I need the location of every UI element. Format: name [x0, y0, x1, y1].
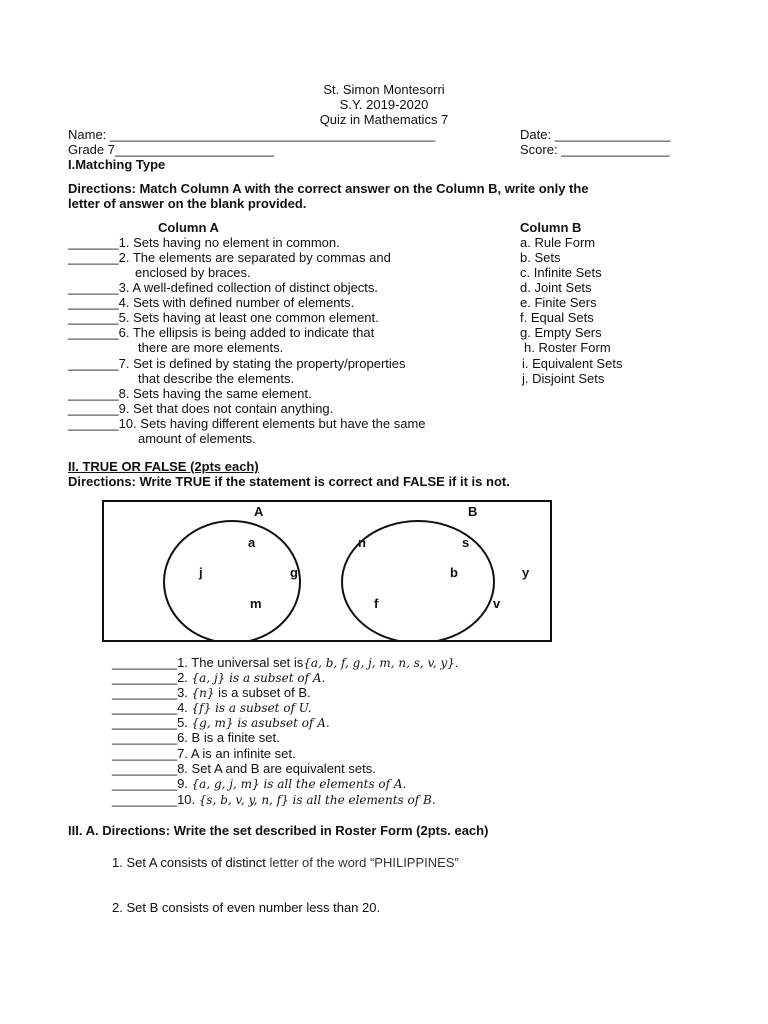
choice-j: j. Disjoint Sets — [522, 371, 605, 386]
venn-element-v: v — [493, 596, 501, 611]
choice-a: a. Rule Form — [520, 235, 596, 250]
quiz-title: Quiz in Mathematics 7 — [319, 112, 449, 127]
tf-math: {a, g, j, m} is all the elements of A. — [191, 777, 407, 791]
matching-item-3[interactable]: _______3. A well-defined collection of distinct objects. — [68, 280, 379, 295]
venn-label-b: B — [468, 504, 478, 519]
venn-element-n: n — [358, 535, 366, 550]
tf-item-2[interactable] — [112, 670, 325, 686]
choice-d: d. Joint Sets — [520, 280, 592, 295]
venn-circle-a — [164, 521, 300, 640]
matching-item-4[interactable]: _______4. Sets with defined number of elements. — [68, 295, 355, 310]
tf-item-6[interactable] — [112, 730, 280, 745]
choice-f: f. Equal Sets — [520, 310, 594, 325]
part2-title: II. TRUE OR FALSE (2pts each) — [68, 459, 259, 474]
matching-item-10[interactable]: _______10. Sets having different elements but have the same — [68, 416, 426, 431]
tf-blank[interactable]: _________ — [112, 715, 178, 730]
venn-element-s: s — [462, 535, 470, 550]
part3-question-2: 2. Set B consists of even number less than 20. — [112, 900, 381, 915]
choice-c: c. Infinite Sets — [520, 265, 602, 280]
column-b-header: Column B — [520, 220, 582, 235]
tf-blank[interactable]: _________ — [112, 655, 178, 670]
tf-number: 1. — [177, 655, 188, 670]
tf-math: {a, b, f, g, j, m, n, s, v, y} — [303, 656, 455, 670]
part1-directions-line1: Directions: Match Column A with the correct answer on the Column B, write only the — [68, 181, 589, 196]
choice-i: i. Equivalent Sets — [522, 356, 623, 371]
tf-item-10[interactable] — [112, 792, 436, 808]
matching-item-1[interactable]: _______1. Sets having no element in common. — [68, 235, 340, 250]
tf-item-8[interactable] — [112, 761, 376, 776]
tf-number: 7. — [177, 746, 188, 761]
tf-blank[interactable]: _________ — [112, 700, 178, 715]
part1-directions-line2: letter of answer on the blank provided. — [68, 196, 307, 211]
tf-blank[interactable]: _________ — [112, 761, 178, 776]
choice-g: g. Empty Sers — [520, 325, 602, 340]
tf-number: 5. — [177, 715, 188, 730]
tf-math: {a, j} is a subset of A. — [191, 671, 326, 685]
tf-item-3[interactable] — [112, 685, 311, 701]
tf-blank[interactable]: _________ — [112, 685, 178, 700]
matching-item-7[interactable]: _______7. Set is defined by stating the property/properties — [68, 356, 406, 371]
matching-item-2[interactable]: _______2. The elements are separated by commas and — [68, 250, 391, 265]
venn-element-j: j — [199, 565, 203, 580]
part3-q1-start: 1. Set A consists of distinct — [112, 855, 270, 870]
choice-e: e. Finite Sers — [520, 295, 597, 310]
school-name: St. Simon Montesorri — [323, 82, 445, 97]
matching-item-9[interactable]: _______9. Set that does not contain anything. — [68, 401, 334, 416]
part3-title: III. A. Directions: Write the set described in Roster Form (2pts. each) — [68, 823, 489, 838]
tf-blank[interactable]: _________ — [112, 746, 178, 761]
matching-item-10-cont: amount of elements. — [138, 431, 256, 446]
tf-math: {s, b, v, y, n, f} is all the elements of B. — [198, 793, 436, 807]
tf-item-9[interactable] — [112, 776, 406, 792]
venn-label-a: A — [254, 504, 264, 519]
venn-element-y: y — [522, 565, 530, 580]
tf-tail: . — [454, 655, 459, 670]
venn-element-m: m — [250, 596, 262, 611]
part3-question-1 — [112, 855, 459, 870]
tf-tail: is a subset of B. — [214, 685, 311, 700]
grade-field[interactable]: Grade 7______________________ — [68, 142, 275, 157]
venn-element-g: g — [290, 565, 298, 580]
matching-item-7-cont: that describe the elements. — [138, 371, 295, 386]
matching-item-2-cont: enclosed by braces. — [135, 265, 251, 280]
part1-title: I.Matching Type — [68, 157, 166, 172]
tf-item-7[interactable] — [112, 746, 296, 761]
choice-h: h. Roster Form — [524, 340, 611, 355]
venn-element-f: f — [374, 596, 379, 611]
tf-blank[interactable]: _________ — [112, 792, 178, 807]
matching-item-5[interactable]: _______5. Sets having at least one common element. — [68, 310, 379, 325]
school-year: S.Y. 2019-2020 — [339, 97, 429, 112]
matching-item-8[interactable]: _______8. Sets having the same element. — [68, 386, 312, 401]
matching-item-6[interactable]: _______6. The ellipsis is being added to indicate that — [68, 325, 375, 340]
tf-blank[interactable]: _________ — [112, 776, 178, 791]
tf-number: 3. — [177, 685, 188, 700]
venn-element-b: b — [450, 565, 458, 580]
matching-item-6-cont: there are more elements. — [138, 340, 284, 355]
date-field[interactable]: Date: ________________ — [520, 127, 671, 142]
tf-item-5[interactable] — [112, 715, 330, 731]
tf-math: {g, m} is asubset of A. — [191, 716, 330, 730]
tf-number: 6. — [177, 730, 188, 745]
tf-number: 8. — [177, 761, 188, 776]
tf-blank[interactable]: _________ — [112, 670, 178, 685]
tf-number: 2. — [177, 670, 188, 685]
venn-circles — [104, 502, 550, 640]
tf-number: 9. — [177, 776, 188, 791]
tf-math: {n} — [191, 686, 215, 700]
part2-directions: Directions: Write TRUE if the statement is correct and FALSE if it is not. — [68, 474, 510, 489]
tf-text: B is a finite set. — [187, 730, 280, 745]
score-field[interactable]: Score: _______________ — [520, 142, 670, 157]
tf-number: 10. — [177, 792, 196, 807]
part3-q1-end: letter of the word “PHILIPPINES” — [269, 855, 459, 870]
tf-text: The universal set is — [187, 655, 304, 670]
tf-text: Set A and B are equivalent sets. — [187, 761, 376, 776]
venn-diagram — [102, 500, 552, 642]
name-field[interactable]: Name: _____________________________________________ — [68, 127, 436, 142]
tf-text: A is an infinite set. — [187, 746, 296, 761]
tf-number: 4. — [177, 700, 188, 715]
tf-blank[interactable]: _________ — [112, 730, 178, 745]
choice-b: b. Sets — [520, 250, 561, 265]
venn-element-a: a — [248, 535, 256, 550]
tf-item-1[interactable] — [112, 655, 459, 671]
tf-math: {f} is a subset of U. — [191, 701, 312, 715]
tf-item-4[interactable] — [112, 700, 312, 716]
column-a-header: Column A — [158, 220, 219, 235]
